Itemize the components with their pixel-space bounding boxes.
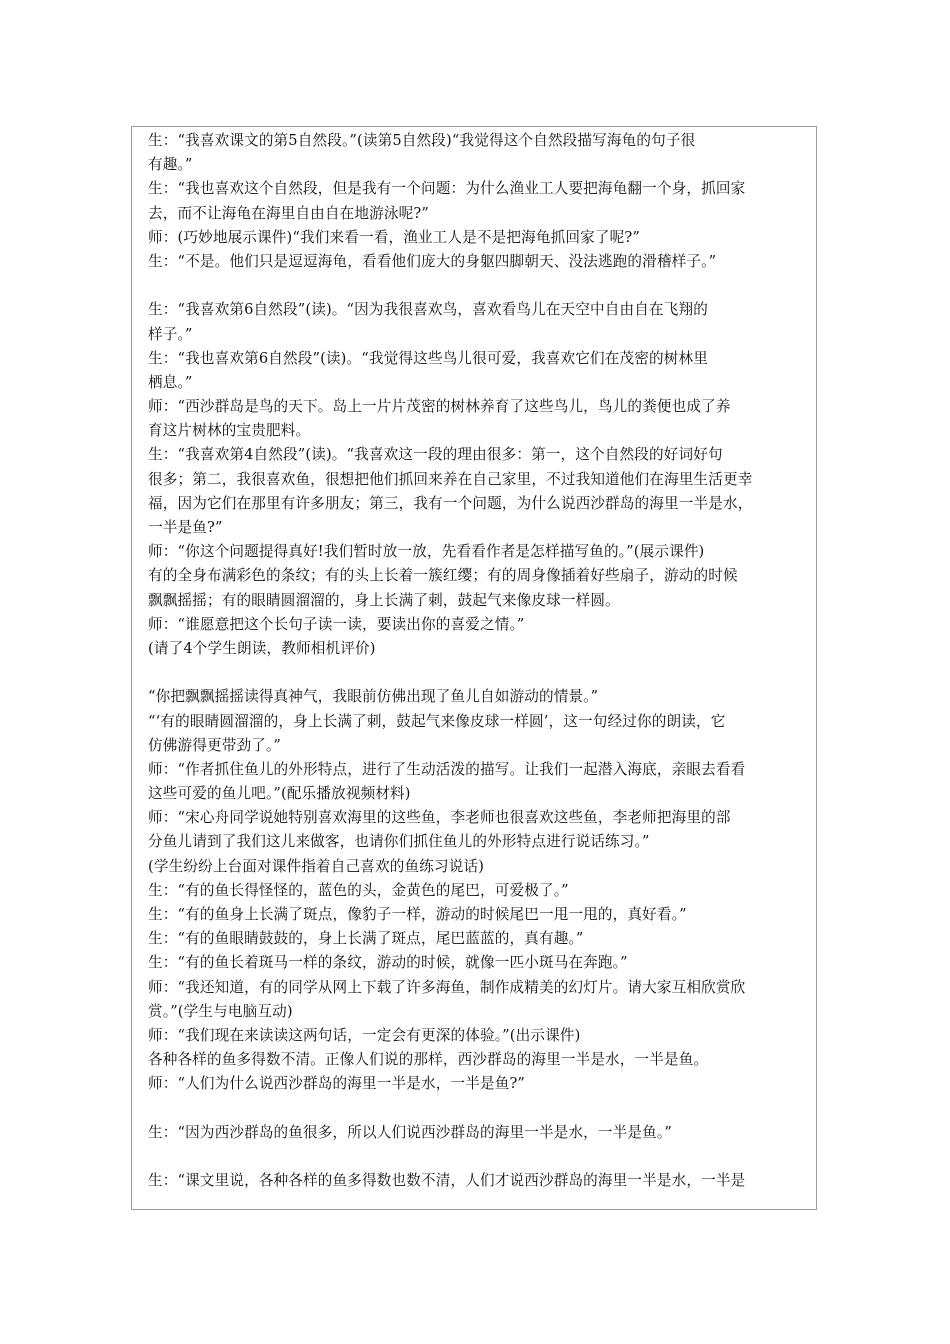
text-line: 生：“有的鱼长得怪怪的，蓝色的头，金黄色的尾巴，可爱极了。” (148, 881, 569, 899)
document-body (148, 129, 808, 1193)
text-line: “你把飘飘摇摇读得真神气，我眼前仿佛出现了鱼儿自如游动的情景。” (148, 688, 599, 706)
text-line: 师：“人们为什么说西沙群岛的海里一半是水，一半是鱼?” (148, 1075, 526, 1093)
text-line: 这些可爱的鱼儿吧。”(配乐播放视频材料) (148, 785, 411, 803)
text-line: 生：“我也喜欢这个自然段，但是我有一个问题：为什么渔业工人要把海龟翻一个身，抓回家 (148, 180, 746, 198)
text-line: 生：“课文里说，各种各样的鱼多得数也数不清，人们才说西沙群岛的海里一半是水，一半是 (148, 1172, 746, 1190)
text-line: 样子。” (148, 325, 193, 343)
text-line: 有的全身布满彩色的条纹；有的头上长着一簇红缨；有的周身像插着好些扇子，游动的时候 (148, 567, 738, 585)
text-line: 一半是鱼?” (148, 519, 223, 536)
blank-line (148, 274, 808, 298)
text-line: 生：“我喜欢课文的第5自然段。”(读第5自然段)“我觉得这个自然段描写海龟的句子很 (148, 132, 696, 149)
text-line: 生：“有的鱼长着斑马一样的条纹，游动的时候，就像一匹小斑马在奔跑。” (148, 954, 628, 972)
text-line: 福，因为它们在那里有许多朋友；第三，我有一个问题，为什么说西沙群岛的海里一半是水， (148, 494, 753, 512)
text-line: 师：“宋心舟同学说她特别喜欢海里的这些鱼，李老师也很喜欢这些鱼，李老师把海里的部 (148, 809, 731, 827)
text-line: 生：“有的鱼眼睛鼓鼓的，身上长满了斑点，尾巴蓝蓝的，真有趣。” (148, 930, 584, 948)
text-line: 师：“西沙群岛是鸟的天下。岛上一片片茂密的树林养育了这些鸟儿，鸟儿的粪便也成了养 (148, 398, 731, 416)
text-line: 分鱼儿请到了我们这儿来做客，也请你们抓住鱼儿的外形特点进行说话练习。” (148, 833, 650, 851)
text-line: 师：“我们现在来读读这两句话，一定会有更深的体验。”(出示课件) (148, 1026, 581, 1044)
text-line: 生：“不是。他们只是逗逗海龟，看看他们庞大的身躯四脚朝天、没法逃跑的滑稽样子。” (148, 252, 717, 270)
text-line: 赏。”(学生与电脑互动) (148, 1002, 293, 1020)
text-line: (学生纷纷上台面对课件指着自己喜欢的鱼练习说话) (148, 857, 485, 875)
text-line: 飘飘摇摇；有的眼睛圆溜溜的，身上长满了刺，鼓起气来像皮球一样圆。 (148, 591, 620, 609)
text-line: 很多；第二，我很喜欢鱼，很想把他们抓回来养在自己家里，不过我知道他们在海里生活更幸 (148, 470, 753, 488)
text-line: 生：“我也喜欢第6自然段”(读)。“我觉得这些鸟儿很可爱，我喜欢它们在茂密的树林里 (148, 349, 708, 367)
text-line: “‘有的眼睛圆溜溜的，身上长满了刺，鼓起气来像皮球一样圆’，这一句经过你的朗读，它 (148, 712, 726, 730)
document-frame (131, 126, 817, 1210)
text-line: 生：“我喜欢第4自然段”(读)。“我喜欢这一段的理由很多：第一，这个自然段的好词好句 (148, 446, 723, 464)
text-line: 各种各样的鱼多得数不清。正像人们说的那样，西沙群岛的海里一半是水，一半是鱼。 (148, 1051, 709, 1069)
blank-line (148, 661, 808, 685)
text-line: 有趣。” (148, 156, 193, 174)
text-line: 师：“作者抓住鱼儿的外形特点，进行了生动活泼的描写。让我们一起潜入海底，亲眼去看看 (148, 760, 746, 778)
text-line: 栖息。” (148, 373, 193, 391)
blank-line (148, 1145, 808, 1169)
text-line: 师：“我还知道，有的同学从网上下载了许多海鱼，制作成精美的幻灯片。请大家互相欣赏欣 (148, 978, 746, 996)
text-line: 去，而不让海龟在海里自由自在地游泳呢?” (148, 204, 429, 222)
text-line: 生：“有的鱼身上长满了斑点，像豹子一样，游动的时候尾巴一甩一甩的，真好看。” (148, 906, 687, 923)
text-line: (请了4个学生朗读，教师相机评价) (148, 639, 376, 657)
blank-line (148, 1097, 808, 1121)
text-line: 师：“谁愿意把这个长句子读一读，要读出你的喜爱之情。” (148, 615, 525, 633)
text-line: 生：“因为西沙群岛的鱼很多，所以人们说西沙群岛的海里一半是水，一半是鱼。” (148, 1123, 672, 1141)
text-line: 师：“你这个问题提得真好!我们暂时放一放，先看看作者是怎样描写鱼的。”(展示课件) (148, 543, 705, 561)
text-line: 仿佛游得更带劲了。” (148, 736, 282, 754)
text-line: 育这片树林的宝贵肥料。 (148, 422, 311, 440)
text-line: 生：“我喜欢第6自然段”(读)。“因为我很喜欢鸟，喜欢看鸟儿在天空中自由自在飞翔的 (148, 301, 708, 319)
text-line: 师：(巧妙地展示课件)“我们来看一看，渔业工人是不是把海龟抓回家了呢?” (148, 228, 640, 246)
